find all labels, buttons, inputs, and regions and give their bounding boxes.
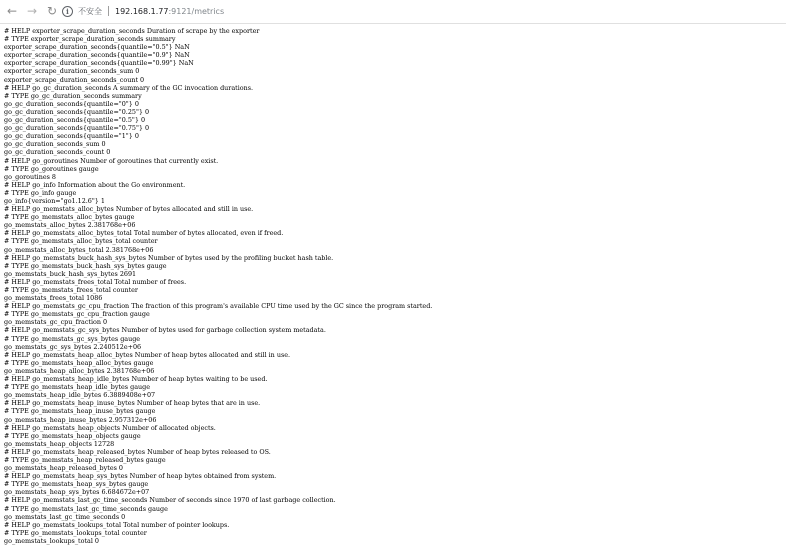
metrics-line: exporter_scrape_duration_seconds{quantile="0.5"} NaN: [4, 43, 786, 51]
metrics-line: # HELP go_gc_duration_seconds A summary of the GC invocation durations.: [4, 84, 786, 92]
metrics-line: # TYPE go_memstats_frees_total counter: [4, 286, 786, 294]
metrics-line: go_memstats_heap_released_bytes 0: [4, 464, 786, 472]
metrics-line: go_memstats_alloc_bytes 2.381768e+06: [4, 221, 786, 229]
metrics-line: # TYPE go_memstats_heap_idle_bytes gauge: [4, 383, 786, 391]
metrics-line: go_gc_duration_seconds{quantile="0.25"} 0: [4, 108, 786, 116]
metrics-line: # TYPE go_memstats_heap_objects gauge: [4, 432, 786, 440]
metrics-line: # TYPE go_memstats_heap_released_bytes gauge: [4, 456, 786, 464]
metrics-line: go_memstats_gc_cpu_fraction 0: [4, 318, 786, 326]
metrics-line: # TYPE go_memstats_heap_alloc_bytes gauge: [4, 359, 786, 367]
metrics-line: # HELP go_memstats_heap_released_bytes Number of heap bytes released to OS.: [4, 448, 786, 456]
metrics-line: go_info{version="go1.12.6"} 1: [4, 197, 786, 205]
metrics-line: # HELP go_memstats_heap_alloc_bytes Number of heap bytes allocated and still in use.: [4, 351, 786, 359]
browser-toolbar: [0, 0, 786, 24]
forward-arrow-icon[interactable]: →: [24, 3, 40, 19]
metrics-line: # TYPE go_memstats_gc_cpu_fraction gauge: [4, 310, 786, 318]
metrics-line: # TYPE go_memstats_heap_sys_bytes gauge: [4, 480, 786, 488]
metrics-line: go_gc_duration_seconds{quantile="0.75"} 0: [4, 124, 786, 132]
metrics-line: # TYPE go_memstats_last_gc_time_seconds gauge: [4, 505, 786, 513]
metrics-line: go_memstats_last_gc_time_seconds 0: [4, 513, 786, 521]
metrics-line: go_goroutines 8: [4, 173, 786, 181]
metrics-line: # HELP go_memstats_alloc_bytes_total Total number of bytes allocated, even if freed.: [4, 229, 786, 237]
metrics-line: # HELP go_memstats_lookups_total Total number of pointer lookups.: [4, 521, 786, 529]
metrics-line: # HELP go_memstats_gc_sys_bytes Number of bytes used for garbage collection system metadata.: [4, 326, 786, 334]
metrics-line: # HELP go_info Information about the Go environment.: [4, 181, 786, 189]
metrics-line: go_memstats_lookups_total 0: [4, 537, 786, 545]
metrics-line: # TYPE go_gc_duration_seconds summary: [4, 92, 786, 100]
metrics-line: go_gc_duration_seconds_count 0: [4, 148, 786, 156]
metrics-line: go_memstats_heap_sys_bytes 6.684672e+07: [4, 488, 786, 496]
metrics-line: go_memstats_heap_objects 12728: [4, 440, 786, 448]
metrics-line: go_memstats_buck_hash_sys_bytes 2691: [4, 270, 786, 278]
metrics-line: # TYPE go_memstats_lookups_total counter: [4, 529, 786, 537]
url-path[interactable]: :9121/metrics: [168, 7, 224, 16]
back-arrow-icon[interactable]: ←: [4, 3, 20, 19]
metrics-line: go_memstats_alloc_bytes_total 2.381768e+06: [4, 246, 786, 254]
info-icon[interactable]: i: [62, 6, 73, 17]
metrics-line: exporter_scrape_duration_seconds{quantile="0.99"} NaN: [4, 59, 786, 67]
metrics-line: go_memstats_frees_total 1086: [4, 294, 786, 302]
metrics-line: go_gc_duration_seconds{quantile="0"} 0: [4, 100, 786, 108]
reload-icon[interactable]: ↻: [44, 3, 60, 19]
metrics-line: # HELP go_memstats_gc_cpu_fraction The fraction of this program's available CPU time used by the GC since the program started.: [4, 302, 786, 310]
metrics-line: # HELP go_memstats_last_gc_time_seconds Number of seconds since 1970 of last garbage collection.: [4, 496, 786, 504]
metrics-line: # HELP go_goroutines Number of goroutines that currently exist.: [4, 157, 786, 165]
metrics-line: go_memstats_heap_idle_bytes 6.3889408e+07: [4, 391, 786, 399]
metrics-line: go_memstats_heap_inuse_bytes 2.957312e+06: [4, 416, 786, 424]
metrics-line: # TYPE go_memstats_buck_hash_sys_bytes gauge: [4, 262, 786, 270]
metrics-line: # TYPE exporter_scrape_duration_seconds summary: [4, 35, 786, 43]
metrics-line: # HELP go_memstats_heap_sys_bytes Number of heap bytes obtained from system.: [4, 472, 786, 480]
metrics-line: # TYPE go_memstats_heap_inuse_bytes gauge: [4, 407, 786, 415]
metrics-line: # TYPE go_memstats_gc_sys_bytes gauge: [4, 335, 786, 343]
metrics-line: # HELP exporter_scrape_duration_seconds Duration of scrape by the exporter: [4, 27, 786, 35]
security-label[interactable]: 不安全: [78, 6, 102, 17]
metrics-line: exporter_scrape_duration_seconds{quantile="0.9"} NaN: [4, 51, 786, 59]
metrics-line: go_gc_duration_seconds{quantile="1"} 0: [4, 132, 786, 140]
metrics-line: go_memstats_heap_alloc_bytes 2.381768e+06: [4, 367, 786, 375]
metrics-line: # HELP go_memstats_frees_total Total number of frees.: [4, 278, 786, 286]
metrics-text: [4, 27, 786, 542]
metrics-line: go_gc_duration_seconds_sum 0: [4, 140, 786, 148]
metrics-line: # TYPE go_memstats_alloc_bytes_total counter: [4, 237, 786, 245]
metrics-line: # HELP go_memstats_heap_idle_bytes Number of heap bytes waiting to be used.: [4, 375, 786, 383]
metrics-line: # TYPE go_goroutines gauge: [4, 165, 786, 173]
address-bar[interactable]: [62, 4, 224, 18]
metrics-line: # TYPE go_info gauge: [4, 189, 786, 197]
metrics-line: exporter_scrape_duration_seconds_sum 0: [4, 67, 786, 75]
metrics-line: go_gc_duration_seconds{quantile="0.5"} 0: [4, 116, 786, 124]
metrics-line: go_memstats_gc_sys_bytes 2.240512e+06: [4, 343, 786, 351]
metrics-line: # HELP go_memstats_buck_hash_sys_bytes Number of bytes used by the profiling bucket hash table.: [4, 254, 786, 262]
metrics-line: # HELP go_memstats_heap_objects Number of allocated objects.: [4, 424, 786, 432]
metrics-line: exporter_scrape_duration_seconds_count 0: [4, 76, 786, 84]
metrics-line: # HELP go_memstats_alloc_bytes Number of bytes allocated and still in use.: [4, 205, 786, 213]
address-divider: [108, 6, 109, 16]
metrics-line: # TYPE go_memstats_alloc_bytes gauge: [4, 213, 786, 221]
metrics-line: # HELP go_memstats_heap_inuse_bytes Number of heap bytes that are in use.: [4, 399, 786, 407]
url-host[interactable]: 192.168.1.77: [115, 7, 168, 16]
